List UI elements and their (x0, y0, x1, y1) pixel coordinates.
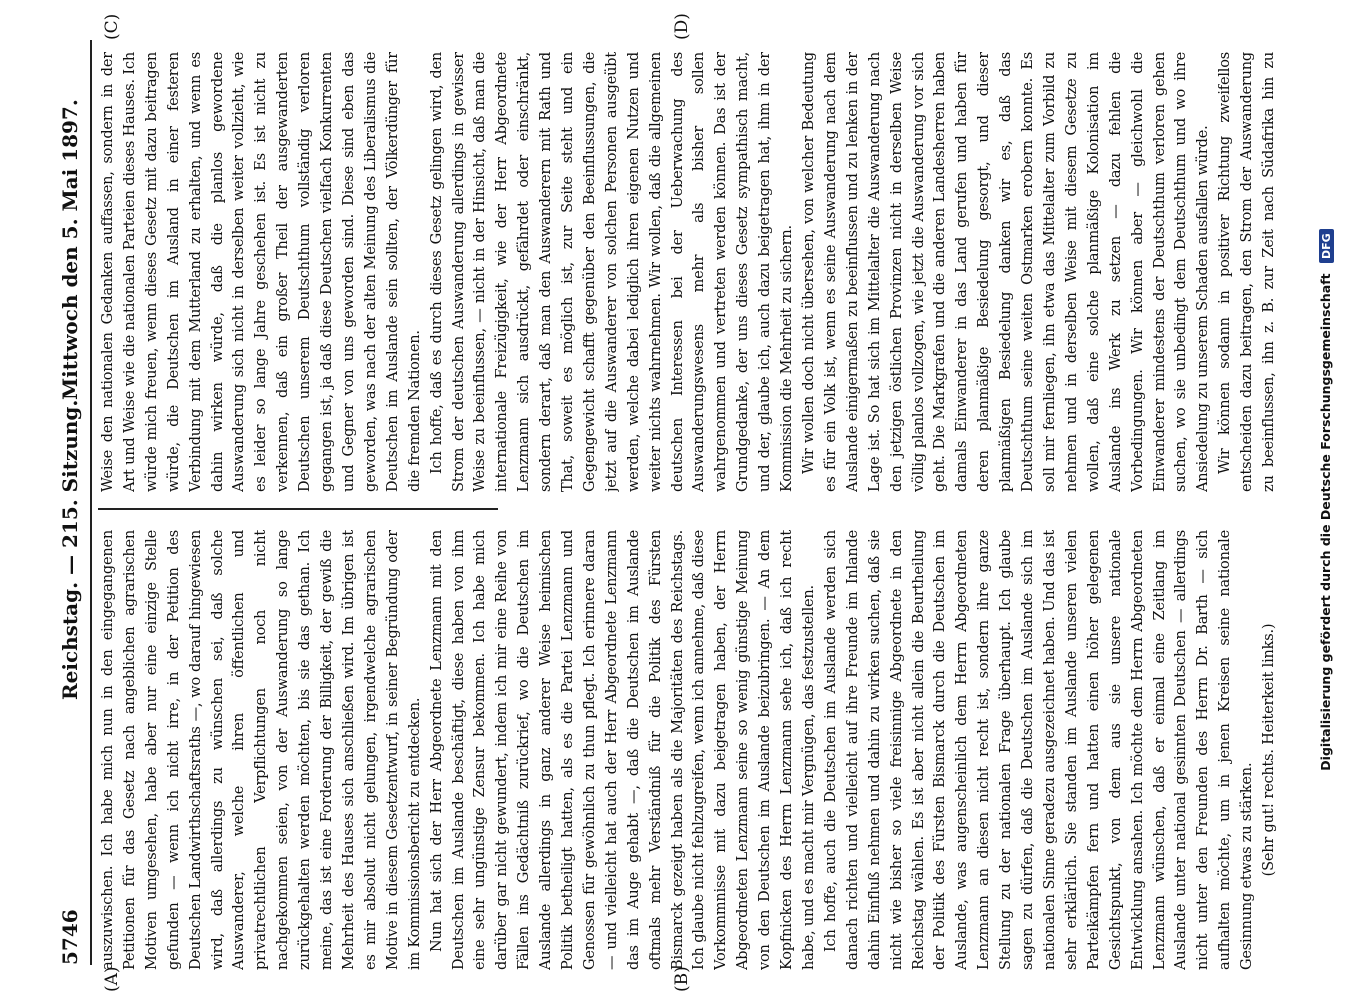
left-paragraph-4 (1281, 530, 1283, 970)
header-right-title: Mittwoch den 5. Mai 1897. (58, 99, 82, 400)
margin-mark-a: (A) (102, 966, 122, 992)
header-left-title: Reichstag. — 215. Sitzung. (58, 399, 82, 700)
right-paragraph-1: Weise den nationalen Gedanken auffassen, sondern in der Art und Weise wie die nationalen Parteien dieses Hauses. Ich würde mich freuen, wenn dieses Gesetz mit dazu beitragen würde, die Deutschen im Ausland in einer festeren Verbindung mit dem Mutterland zu erhalten, und wenn es dahin wirken würde, daß die planlos gewordene Auswanderung sich nicht in derselben weiter vollzieht, wie es leider so lange Jahre geschehen ist. Es ist nicht zu verkennen, daß ein großer Theil der ausgewanderten Deutschen unserem Deutschthum vollständig verloren gegangen ist, ja daß diese Deutschen vielfach Konkurrenten und Gegner von uns geworden sind. Diese sind eben das geworden, was nach der alten Meinung des Liberalismus die Deutschen im Auslande sein sollten, der Völkerdünger für die fremden Nationen. (100, 52, 423, 492)
digitization-note-text: Digitalisierung gefördert durch die Deutsche Forschungsgemeinschaft (1318, 273, 1333, 771)
right-paragraph-2: Ich hoffe, daß es durch dieses Gesetz gelingen wird, den Strom der deutschen Auswanderung allerdings in gewisser Weise zu beeinflussen, — nicht in der Hinsicht, daß man die internationale Freizügigkeit, wie der Herr Abgeordnete Lenzmann sich ausdrückt, gefährdet oder einschränkt, sondern derart, daß man den Auswanderern mit Rath und That, soweit es möglich ist, zur Seite steht und ein Gegengewicht schafft gegenüber den Beeinflussungen, die jetzt auf die Auswanderer von solchen Personen ausgeübt werden, welche dabei lediglich ihren eigenen Nutzen und weiter nichts wahrnehmen. Wir wollen, daß die allgemeinen deutschen Interessen bei der Ueberwachung des Auswanderungswesens mehr als bisher sollen wahrgenommen und vertreten werden können. Das ist der Grundgedanke, der uns dieses Gesetz sympathisch macht, und der, glaube ich, auch dazu beigetragen hat, ihm in der Kommission die Mehrheit zu sichern. (428, 52, 796, 492)
right-paragraph-4: Wir können sodann in positiver Richtung zweifellos entscheiden dazu beitragen, den Strom der Auswanderung zu beeinflussen, ihn z. B. zur Zeit nach Südafrika hin zu (1217, 52, 1278, 492)
margin-mark-d: (D) (672, 13, 692, 40)
left-paragraph-2: Nun hat sich der Herr Abgeordnete Lenzmann mit den Deutschen im Auslande beschäftigt, diese haben von ihm eine sehr ungünstige Zensur bekommen. Ich habe mich darüber gar nicht gewundert, indem ich mir eine Reihe von Fällen ins Gedächtniß zurückrief, wo die Deutschen im Auslande allerdings in ganz anderer Weise heimischen Politik betheiligt hatten, als es die Partei Lenzmann und Genossen für gewöhnlich zu thun pflegt. Ich erinnere daran — und vielleicht hat auch der Herr Abgeordnete Lenzmann das im Auge gehabt —, daß die Deutschen im Auslande oftmals mehr Verständniß für die Politik des Fürsten Bismarck gezeigt haben als die Majoritäten des Reichstags. Ich glaube nicht fehlzugreifen, wenn ich annehme, daß diese Vorkommnisse mit dazu beigetragen haben, der Herrn Abgeordneten Lenzmann seine so wenig günstige Meinung von den Deutschen im Auslande beizubringen. — An dem Kopfnicken des Herrn Lenzmann sehe ich, daß ich recht habe, und es macht mir Vergnügen, das festzustellen. (428, 530, 817, 970)
margin-mark-c: (C) (102, 13, 122, 40)
dfg-logo: DFG (1319, 229, 1334, 263)
page-header (50, 40, 92, 965)
left-paragraph-3: Ich hoffe, auch die Deutschen im Auslande werden sich danach richten und vielleicht auf ihre Freunde im Inlande dahin Einfluß nehmen und dahin zu wirken suchen, daß sie nicht wie bisher so viele freisinnige Abgeordnete in den Reichstag wählen. Es ist aber nicht allein die Beurtheilung der Politik des Fürsten Bismarck durch die Deutschen im Auslande, was augenscheinlich dem Herrn Abgeordneten Lenzmann an diesen nicht recht ist, sondern ihre ganze Stellung zu der nationalen Frage überhaupt. Ich glaube sagen zu dürfen, daß die Deutschen im Auslande sich im nationalen Sinne geradezu ausgezeichnet haben. Und das ist sehr erklärlich. Sie standen im Auslande unseren vielen Parteikämpfen fern und hatten einen höher gelegenen Gesichtspunkt, von dem aus sie unsere nationale Entwicklung ansahen. Ich möchte dem Herrn Abgeordneten Lenzmann wünschen, daß er einmal eine Zeitlang im Auslande unter national gesinnten Deutschen — allerdings nicht unter den Freunden des Herrn Dr. Barth — sich aufhalten möchte, um in jenen Kreisen seine nationale Gesinnung etwas zu stärken. (822, 530, 1256, 970)
digitization-note (1318, 0, 1334, 1000)
right-column (98, 52, 1283, 492)
margin-mark-b: (B) (672, 966, 692, 992)
left-column (98, 530, 1283, 970)
right-paragraph-3: Wir wollen doch nicht übersehen, von welcher Bedeutung es für ein Volk ist, wenn es seine Auswanderung nach dem Auslande einigermaßen zu beeinflussen und zu lenken in der Lage ist. So hat sich im Mittelalter die Auswanderung nach den jetzigen östlichen Provinzen nicht in derselben Weise völlig planlos vollzogen, wie jetzt die Auswanderung vor sich geht. Die Markgrafen und die anderen Landesherren haben damals Einwanderer in das Land gerufen und haben für deren planmäßige Besiedelung gesorgt, und dieser planmäßigen Besiedelung danken wir es, daß das Deutschthum seine weiten Ostmarken erobern konnte. Es soll mir fernliegen, ihn etwa das Mittelalter zum Vorbild zu nehmen und in derselben Weise mit diesem Gesetze zu wollen, daß eine solche planmäßige Kolonisation im Auslande ins Werk zu setzen — dazu fehlen die Vorbedingungen. Wir können aber — gleichwohl die Einwanderer mindestens der Deutschthum verloren gehen suchen, wo sie unbedingt dem Deutschthum und wo ihre Ansiedelung zu unserem Schaden ausfallen würde. (801, 52, 1212, 492)
page-number: 5746 (58, 909, 82, 965)
column-divider (98, 508, 498, 510)
left-paragraph-1: auszuwischen. Ich habe mich nun in den eingegangenen Petitionen für das Gesetz nach angeblichen agrarischen Motiven umgesehen, habe aber nur eine einzige Stelle gefunden — wenn ich nicht irre, in der Petition des Deutschen Landwirthschaftsraths —, wo darauf hingewiesen wird, daß allerdings zu wünschen sei, daß solche Auswanderer, welche ihren öffentlichen und privatrechtlichen Verpflichtungen noch nicht nachgekommen seien, von der Auswanderung so lange zurückgehalten werden möchten, bis sie das gethan. Ich meine, das ist eine Forderung der Billigkeit, der gewiß die Mehrheit des Hauses sich anschließen wird. Im übrigen ist es mir absolut nicht gelungen, irgendwelche agrarischen Motive in diesem Gesetzentwurf, in seiner Begründung oder im Kommissionsbericht zu entdecken. (100, 530, 423, 970)
left-interjection: (Sehr gut! rechts. Heiterkeit links.) (1261, 623, 1278, 877)
